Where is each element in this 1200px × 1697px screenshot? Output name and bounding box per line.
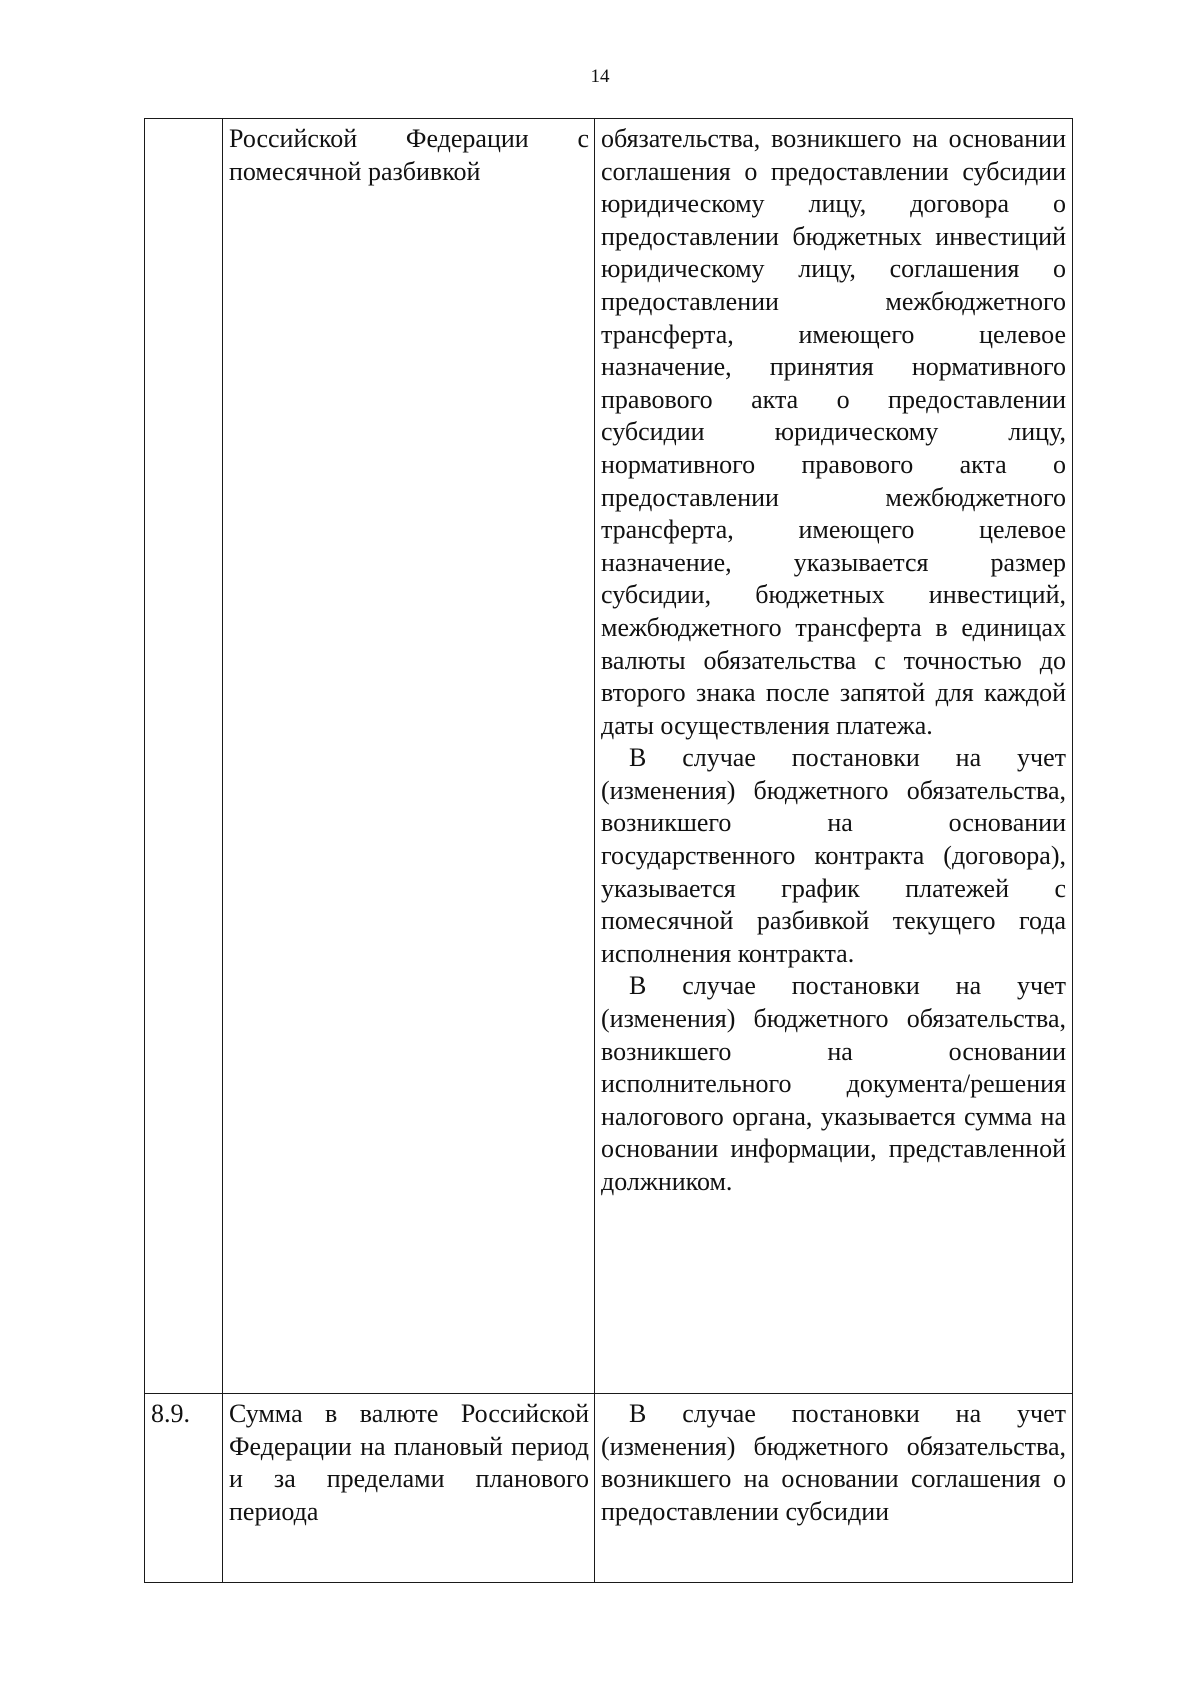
description-paragraph: В случае постановки на учет (изменения) бюджетного обязательства, возникшего на основании соглашения о предоставлении субсидии — [601, 1399, 1066, 1526]
page-number: 14 — [590, 66, 610, 87]
field-name-cell: Российской Федерации с помесячной разбивкой — [223, 119, 595, 1394]
table-row — [145, 119, 1073, 1394]
description-paragraph: В случае постановки на учет (изменения) бюджетного обязательства, возникшего на основании исполнительного документа/решения налогового органа, указывается сумма на основании информации, представленной должником. — [601, 971, 1066, 1196]
row-number-cell — [145, 119, 223, 1394]
field-description-cell — [595, 119, 1073, 1394]
description-paragraph: обязательства, возникшего на основании соглашения о предоставлении субсидии юридическому лицу, договора о предоставлении бюджетных инвестиций юридическому лицу, соглашения о предоставлении межбюджетного трансферта, имеющего целевое назначение, принятия нормативного правового акта о предоставлении субсидии юридическому лицу, нормативного правового акта о предоставлении межбюджетного трансферта, имеющего целевое назначение, указывается размер субсидии, бюджетных инвестиций, межбюджетного трансферта в единицах валюты обязательства с точностью до второго знака после запятой для каждой даты осуществления платежа. — [601, 124, 1066, 740]
row-number-cell: 8.9. — [145, 1394, 223, 1583]
requirements-table — [144, 118, 1073, 1583]
table-row — [145, 1394, 1073, 1583]
description-paragraph: В случае постановки на учет (изменения) бюджетного обязательства, возникшего на основании государственного контракта (договора), указывается график платежей с помесячной разбивкой текущего года исполнения контракта. — [601, 743, 1066, 968]
field-description-cell — [595, 1394, 1073, 1583]
field-name-cell: Сумма в валюте Российской Федерации на плановый период и за пределами планового периода — [223, 1394, 595, 1583]
